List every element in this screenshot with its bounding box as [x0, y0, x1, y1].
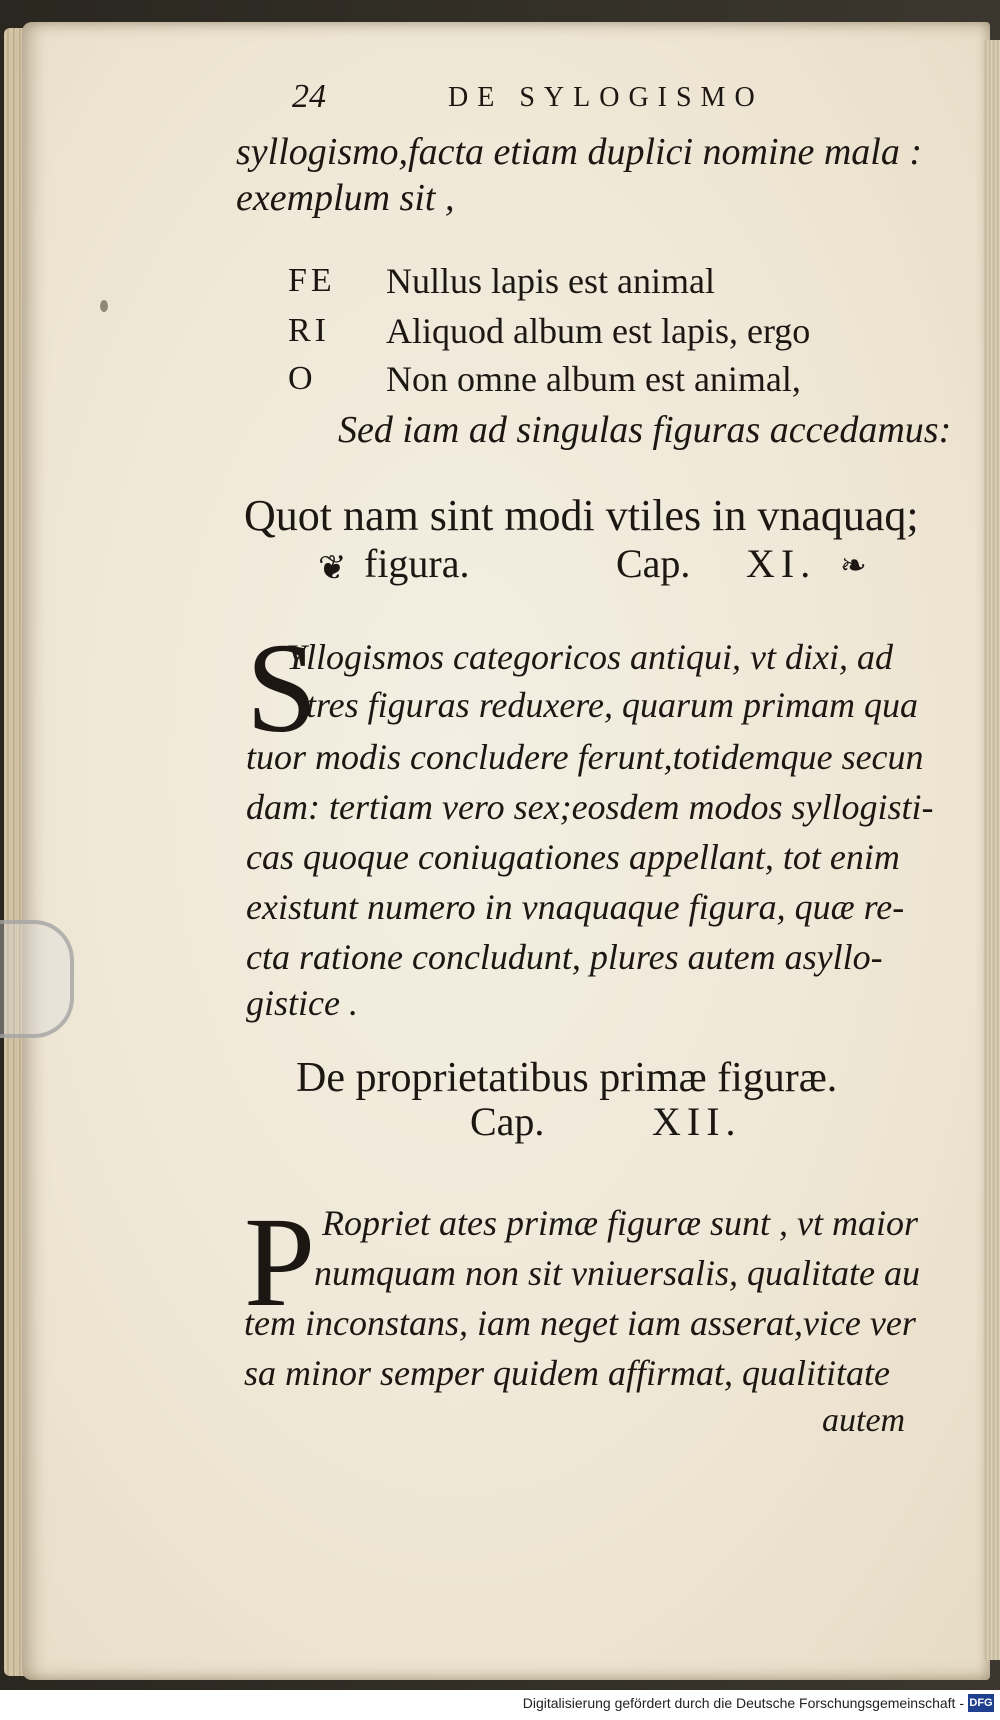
funding-credit: Digitalisierung gefördert durch die Deutsche Forschungsgemeinschaft - [522, 1695, 964, 1711]
drop-cap-s: S [246, 617, 318, 759]
chapter-12-line: tem inconstans, iam neget iam asserat,vice ver [244, 1303, 916, 1343]
syllogism-label-ri: RI [288, 312, 330, 349]
chapter-11-line: tuor modis concludere ferunt,totidemque secun [246, 737, 924, 777]
page-number: 24 [292, 78, 326, 115]
syllogism-premise-major: Nullus lapis est animal [386, 261, 715, 301]
fleuron-left-icon: ❦ [318, 550, 347, 587]
syllogism-label-fe: FE [288, 262, 336, 299]
chapter-11-line: tres figuras reduxere, quarum primam qua [306, 685, 918, 725]
transition-line: Sed iam ad singulas figuras accedamus: [338, 409, 952, 451]
chapter-12-line: Ropriet ates primæ figuræ sunt , vt maior [322, 1203, 919, 1243]
chapter-11-line: gistice . [246, 983, 358, 1023]
drop-cap-p: P [244, 1191, 316, 1333]
running-title: DE SYLOGISMO [448, 82, 764, 113]
book-clip-icon [0, 920, 74, 1038]
catchword: autem [822, 1402, 906, 1439]
chapter-11-line: dam: tertiam vero sex;eosdem modos syllogisti- [246, 787, 934, 827]
fleuron-right-icon: ❧ [840, 547, 867, 583]
chapter-12-cap-number: XII. [652, 1099, 742, 1144]
chapter-11-line: cta ratione concludunt, plures autem asyllo- [246, 937, 883, 977]
chapter-12-cap-label: Cap. [470, 1099, 545, 1144]
chapter-12-line: sa minor semper quidem affirmat, qualititate [244, 1353, 890, 1393]
intro-line-2: exemplum sit , [236, 177, 455, 219]
chapter-11-line: cas quoque coniugationes appellant, tot enim [246, 837, 900, 877]
chapter-12-title: De proprietatibus primæ figuræ. [296, 1055, 838, 1101]
intro-line-1: syllogismo,facta etiam duplici nomine mala : [236, 131, 923, 173]
chapter-11-cap-label: Cap. [616, 541, 691, 586]
chapter-11-line: existunt numero in vnaquaque figura, quæ re- [246, 887, 905, 927]
footer-bar [0, 1690, 1000, 1720]
chapter-12-line: numquam non sit vniuersalis, qualitate au [314, 1253, 920, 1293]
syllogism-premise-minor: Aliquod album est lapis, ergo [386, 311, 811, 351]
chapter-11-title: Quot nam sint modi vtiles in vnaquaq; [244, 491, 919, 540]
dfg-logo-icon: DFG [968, 1694, 994, 1712]
syllogism-label-o: O [288, 360, 317, 397]
chapter-11-line: Yllogismos categoricos antiqui, vt dixi, ad [286, 637, 893, 677]
page-fore-edge [984, 40, 1000, 1660]
chapter-11-cap-number: XI. [746, 541, 817, 586]
syllogism-conclusion: Non omne album est animal, [386, 359, 801, 399]
chapter-11-title-word: figura. [364, 541, 470, 586]
ink-spot [100, 300, 108, 312]
